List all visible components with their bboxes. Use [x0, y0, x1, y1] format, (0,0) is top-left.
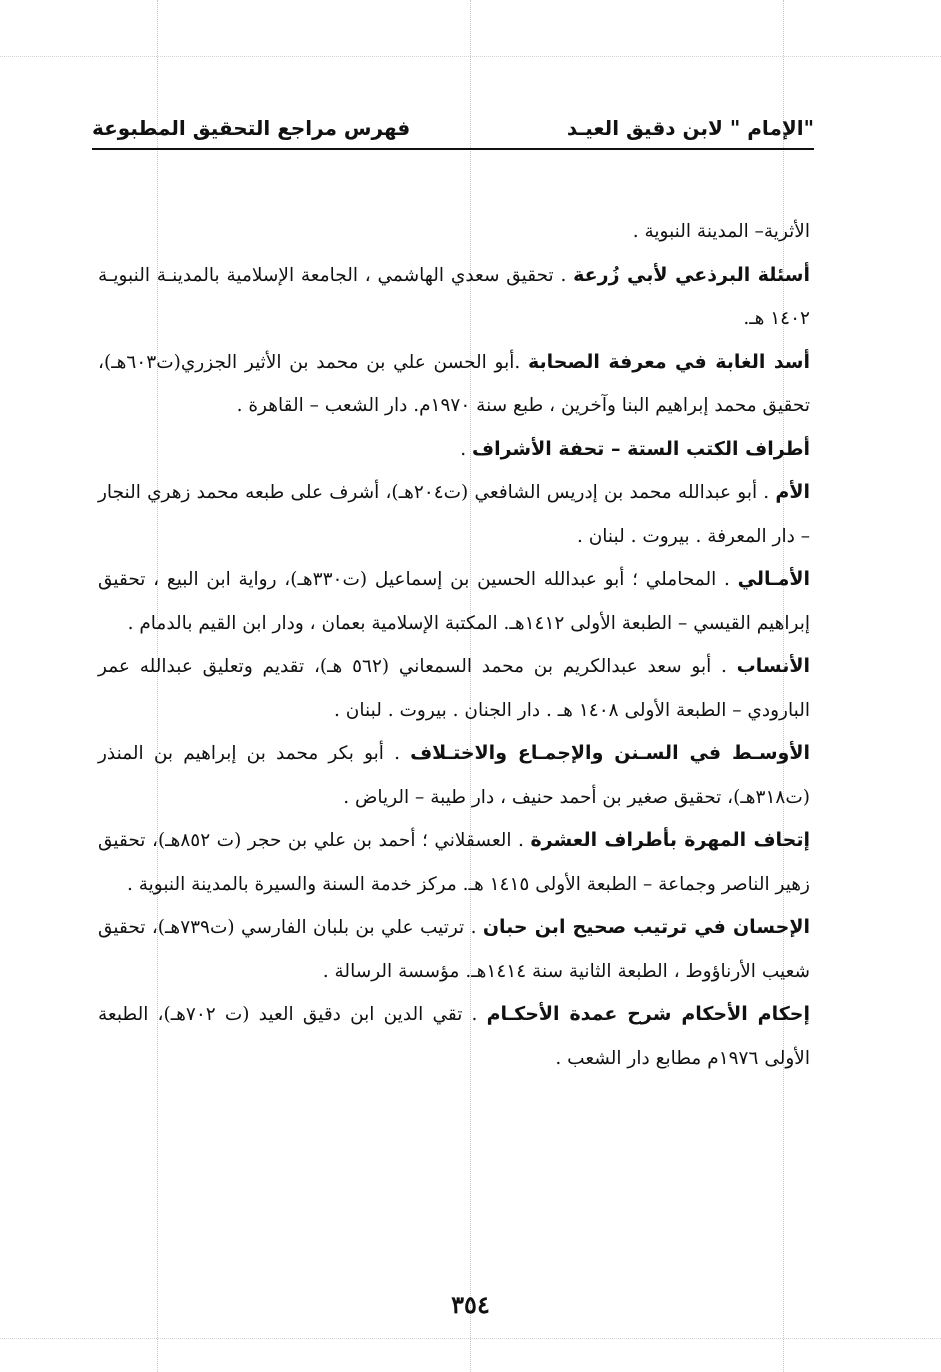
bibliography-entry [98, 645, 810, 732]
entry-text: . ترتيب علي بن بلبان الفارسي (ت٧٣٩هـ)، تحقيق شعيب الأرناؤوط ، الطبعة الثانية سنة ١٤١٤هـ. مؤسسة الرسالة . [98, 917, 810, 982]
header-divider [92, 148, 814, 150]
entry-text: . أبو بكر محمد بن إبراهيم بن المنذر (ت٣١٨هـ)، تحقيق صغير بن أحمد حنيف ، دار طيبة – الرياض . [98, 743, 810, 808]
entry-text: . تحقيق سعدي الهاشمي ، الجامعة الإسلامية بالمدينـة النبويـة ١٤٠٢ هـ. [98, 264, 810, 329]
entry-text: .أبو الحسن علي بن محمد بن الأثير الجزري(ت٦٠٣هـ)، تحقيق محمد إبراهيم البنا وآخرين ، طبع سنة ١٩٧٠م. دار الشعب – القاهرة . [98, 351, 810, 416]
scan-guide-line [0, 56, 941, 57]
scan-guide-line [0, 1338, 941, 1339]
bibliography-entry [98, 341, 810, 428]
header-book-title: "الإمام " لابن دقيق العيـد [566, 116, 814, 140]
page-number: ٣٥٤ [451, 1290, 490, 1319]
entry-title: الأمـالي [737, 568, 811, 590]
entry-title: الإحسان في ترتيب صحيح ابن حبان [482, 916, 810, 938]
bibliography-entry [98, 558, 810, 645]
entry-text: . العسقلاني ؛ أحمد بن علي بن حجر (ت ٨٥٢هـ)، تحقيق زهير الناصر وجماعة – الطبعة الأولى ١٤١٥ هـ. مركز خدمة السنة والسيرة بالمدينة النبوية . [98, 830, 810, 895]
bibliography-list [98, 210, 810, 1080]
entry-text: . أبو سعد عبدالكريم بن محمد السمعاني (٥٦٢ هـ)، تقديم وتعليق عبدالله عمر البارودي – الطبعة الأولى ١٤٠٨ هـ . دار الجنان . بيروت . لبنان . [98, 656, 810, 721]
bibliography-entry [98, 254, 810, 341]
running-header [92, 112, 814, 148]
entry-title: الأنساب [736, 655, 810, 677]
bibliography-entry [98, 906, 810, 993]
bibliography-entry [98, 732, 810, 819]
bibliography-entry [98, 819, 810, 906]
entry-title: الأم [775, 481, 810, 503]
entry-title: إتحاف المهرة بأطراف العشرة [530, 829, 810, 851]
entry-title: أسد الغابة في معرفة الصحابة [528, 350, 810, 373]
entry-text: . تقي الدين ابن دقيق العيد (ت ٧٠٢هـ)، الطبعة الأولى ١٩٧٦م مطابع دار الشعب . [98, 1004, 810, 1069]
entry-title: الأوسـط في السـنن والإجمـاع والاختـلاف [410, 742, 810, 764]
entry-title: أطراف الكتب الستة – تحفة الأشراف [472, 437, 810, 460]
entry-title: أسئلة البرذعي لأبي زُرعة [573, 263, 810, 286]
entry-text: الأثرية– المدينة النبوية . [632, 221, 810, 242]
bibliography-entry [98, 428, 810, 472]
bibliography-entry [98, 210, 810, 254]
bibliography-entry [98, 993, 810, 1080]
bibliography-entry [98, 471, 810, 558]
entry-text: . [460, 438, 473, 460]
entry-text: . أبو عبدالله محمد بن إدريس الشافعي (ت٢٠٤هـ)، أشرف على طبعه محمد زهري النجار – دار المعرفة . بيروت . لبنان . [98, 482, 810, 547]
header-section-title: فهرس مراجع التحقيق المطبوعة [92, 116, 411, 140]
entry-title: إحكام الأحكام شرح عمدة الأحكـام [486, 1003, 810, 1025]
entry-text: . المحاملي ؛ أبو عبدالله الحسين بن إسماعيل (ت٣٣٠هـ)، رواية ابن البيع ، تحقيق إبراهيم القيسي – الطبعة الأولى ١٤١٢هـ. المكتبة الإسلامية بعمان ، ودار ابن القيم بالدمام . [98, 569, 810, 634]
